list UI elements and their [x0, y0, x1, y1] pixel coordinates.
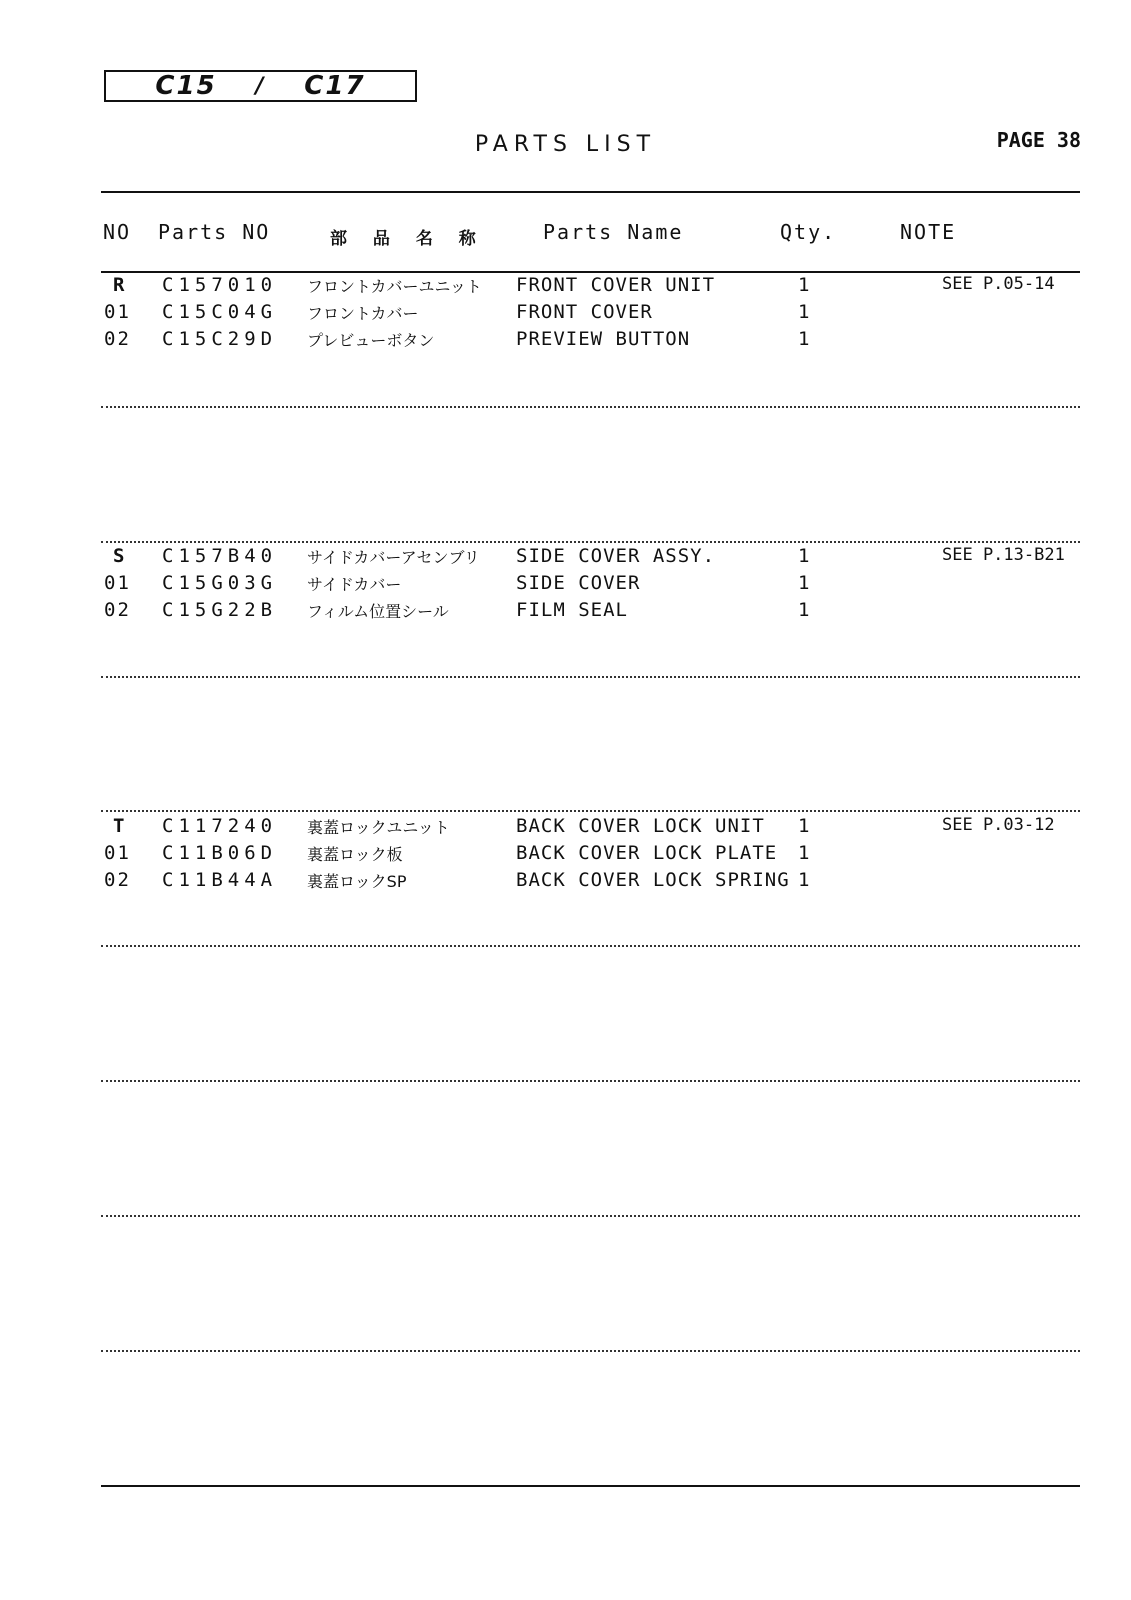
- row-parts-no: C117240: [162, 815, 278, 837]
- dotted-separator: [101, 541, 1080, 543]
- col-header-no: NO: [103, 220, 132, 244]
- row-parts-name: BACK COVER LOCK SPRING: [516, 869, 790, 891]
- col-header-qty: Qty.: [780, 220, 837, 244]
- row-parts-no: C11B44A: [162, 869, 278, 891]
- row-qty: 1: [798, 572, 810, 594]
- row-jp-name: フロントカバー: [307, 304, 419, 323]
- row-no: 01: [104, 842, 131, 864]
- table-row: [0, 328, 1131, 355]
- row-no: 01: [104, 572, 131, 594]
- row-parts-no: C157B40: [162, 545, 278, 567]
- row-parts-name: SIDE COVER: [516, 572, 641, 594]
- row-parts-no: C15C29D: [162, 328, 278, 350]
- dotted-separator: [101, 406, 1080, 408]
- row-parts-name: FILM SEAL: [516, 599, 628, 621]
- row-parts-no: C11B06D: [162, 842, 278, 864]
- dotted-separator: [101, 1350, 1080, 1352]
- dotted-separator: [101, 810, 1080, 812]
- row-qty: 1: [798, 842, 810, 864]
- model-right: C17: [304, 71, 366, 101]
- row-note: SEE P.05-14: [942, 274, 1055, 294]
- table-row: [0, 599, 1131, 626]
- row-no: R: [113, 274, 127, 296]
- row-no: S: [113, 545, 127, 567]
- row-parts-name: BACK COVER LOCK UNIT: [516, 815, 765, 837]
- row-qty: 1: [798, 869, 810, 891]
- row-jp-name: フロントカバーユニット: [307, 277, 482, 296]
- table-row: [0, 869, 1131, 896]
- row-qty: 1: [798, 815, 810, 837]
- row-parts-name: FRONT COVER: [516, 301, 653, 323]
- page-title: PARTS LIST: [474, 132, 657, 157]
- dotted-separator: [101, 1080, 1080, 1082]
- row-qty: 1: [798, 545, 810, 567]
- col-header-parts-name: Parts Name: [543, 220, 684, 244]
- row-jp-name: プレビューボタン: [307, 331, 435, 350]
- table-row: [0, 274, 1131, 301]
- row-qty: 1: [798, 274, 810, 296]
- row-no: T: [113, 815, 127, 837]
- row-jp-name: 裏蓋ロック板: [307, 845, 403, 864]
- row-qty: 1: [798, 599, 810, 621]
- table-row: [0, 545, 1131, 572]
- row-parts-no: C15G22B: [162, 599, 278, 621]
- footer-rule: [101, 1485, 1080, 1487]
- row-no: 02: [104, 599, 131, 621]
- row-jp-name: サイドカバー: [307, 575, 402, 594]
- col-header-note: NOTE: [900, 220, 957, 244]
- row-qty: 1: [798, 301, 810, 323]
- model-left: C15: [155, 71, 217, 101]
- table-row: [0, 842, 1131, 869]
- col-header-parts-no: Parts NO: [158, 220, 271, 244]
- row-no: 01: [104, 301, 131, 323]
- dotted-separator: [101, 1215, 1080, 1217]
- row-qty: 1: [798, 328, 810, 350]
- row-no: 02: [104, 328, 131, 350]
- row-parts-no: C15C04G: [162, 301, 278, 323]
- page-number: PAGE 38: [996, 128, 1081, 152]
- table-row: [0, 572, 1131, 599]
- row-no: 02: [104, 869, 131, 891]
- row-note: SEE P.13-B21: [942, 545, 1065, 565]
- row-parts-name: SIDE COVER ASSY.: [516, 545, 716, 567]
- row-note: SEE P.03-12: [942, 815, 1055, 835]
- row-parts-name: BACK COVER LOCK PLATE: [516, 842, 778, 864]
- row-jp-name: 裏蓋ロックSP: [307, 872, 407, 891]
- row-jp-name: サイドカバーアセンブリ: [307, 548, 480, 567]
- row-jp-name: フィルム位置シール: [307, 602, 449, 621]
- table-row: [0, 815, 1131, 842]
- row-parts-name: PREVIEW BUTTON: [516, 328, 691, 350]
- model-label-box: [104, 70, 417, 102]
- row-parts-name: FRONT COVER UNIT: [516, 274, 716, 296]
- row-parts-no: C157010: [162, 274, 278, 296]
- dotted-separator: [101, 676, 1080, 678]
- header-bottom-rule: [101, 271, 1080, 273]
- dotted-separator: [101, 945, 1080, 947]
- header-top-rule: [101, 191, 1080, 193]
- row-jp-name: 裏蓋ロックユニット: [307, 818, 450, 837]
- row-parts-no: C15G03G: [162, 572, 278, 594]
- col-header-jp-name: 部 品 名 称: [330, 229, 486, 249]
- model-separator: /: [255, 73, 266, 99]
- table-row: [0, 301, 1131, 328]
